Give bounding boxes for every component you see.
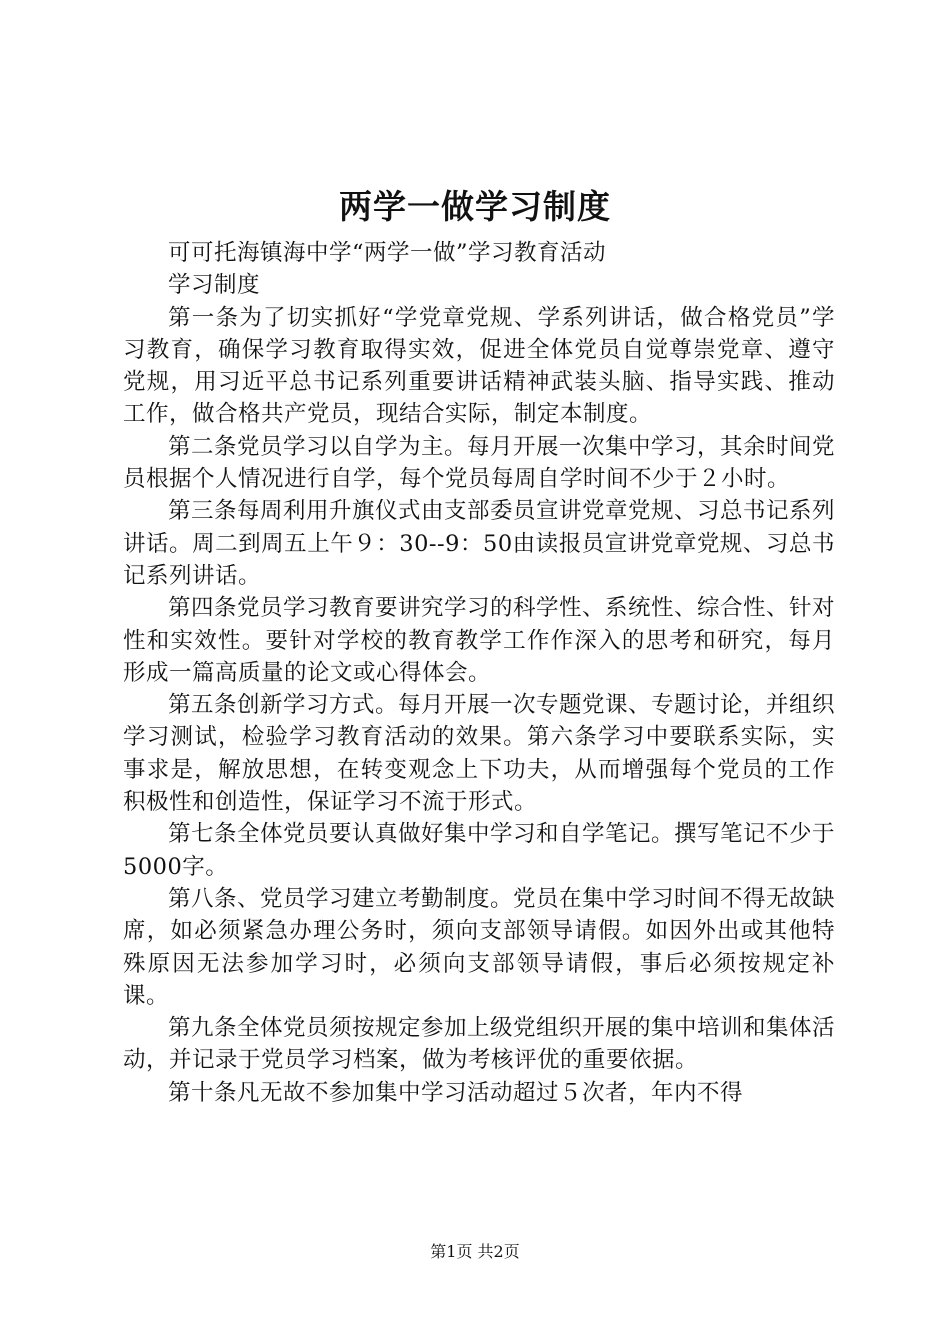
paragraph-article-2: 第二条党员学习以自学为主。每月开展一次集中学习，其余时间党员根据个人情况进行自学，每个党员每周自学时间不少于２小时。: [123, 433, 836, 493]
paragraph-article-1: 第一条为了切实抓好“学党章党规、学系列讲话，做合格党员”学习教育，确保学习教育取得实效，促进全体党员自觉尊崇党章、遵守党规，用习近平总书记系列重要讲话精神武装头脑、指导实践、推动工作，做合格共产党员，现结合实际，制定本制度。: [123, 304, 835, 428]
paragraph-school-heading: 可可托海镇海中学“两学一做”学习教育活动: [168, 240, 607, 266]
document-title: 两学一做学习制度: [339, 187, 611, 226]
paragraph-article-9: 第九条全体党员须按规定参加上级党组织开展的集中培训和集体活动，并记录于党员学习档案，做为考核评优的重要依据。: [123, 1015, 836, 1074]
paragraph-article-5-6: 第五条创新学习方式。每月开展一次专题党课、专题讨论，并组织学习测试，检验学习教育活动的效果。第六条学习中要联系实际，实事求是，解放思想，在转变观念上下功夫，从而增强每个党员的工作积极性和创造性，保证学习不流于形式。: [123, 692, 836, 816]
paragraph-article-7: 第七条全体党员要认真做好集中学习和自学笔记。撰写笔记不少于5000字。: [123, 821, 836, 880]
paragraph-subheading: 学习制度: [168, 272, 261, 299]
paragraph-article-8: 第八条、党员学习建立考勤制度。党员在集中学习时间不得无故缺席，如必须紧急办理公务时，须向支部领导请假。如因外出或其他特殊原因无法参加学习时，必须向支部领导请假，事后必须按规定补课。: [123, 885, 836, 1009]
document-body: [123, 237, 835, 1109]
paragraph-article-10: 第十条凡无故不参加集中学习活动超过５次者，年内不得: [168, 1079, 744, 1106]
paragraph-article-3: 第三条每周利用升旗仪式由支部委员宣讲党章党规、习总书记系列讲话。周二到周五上午９：30--9：50由读报员宣讲党章党规、习总书记系列讲话。: [123, 498, 836, 589]
paragraph-article-4: 第四条党员学习教育要讲究学习的科学性、系统性、综合性、针对性和实效性。要针对学校的教育教学工作作深入的思考和研究，每月形成一篇高质量的论文或心得体会。: [123, 595, 836, 686]
page-footer: 第1页 共2页: [430, 1242, 520, 1261]
